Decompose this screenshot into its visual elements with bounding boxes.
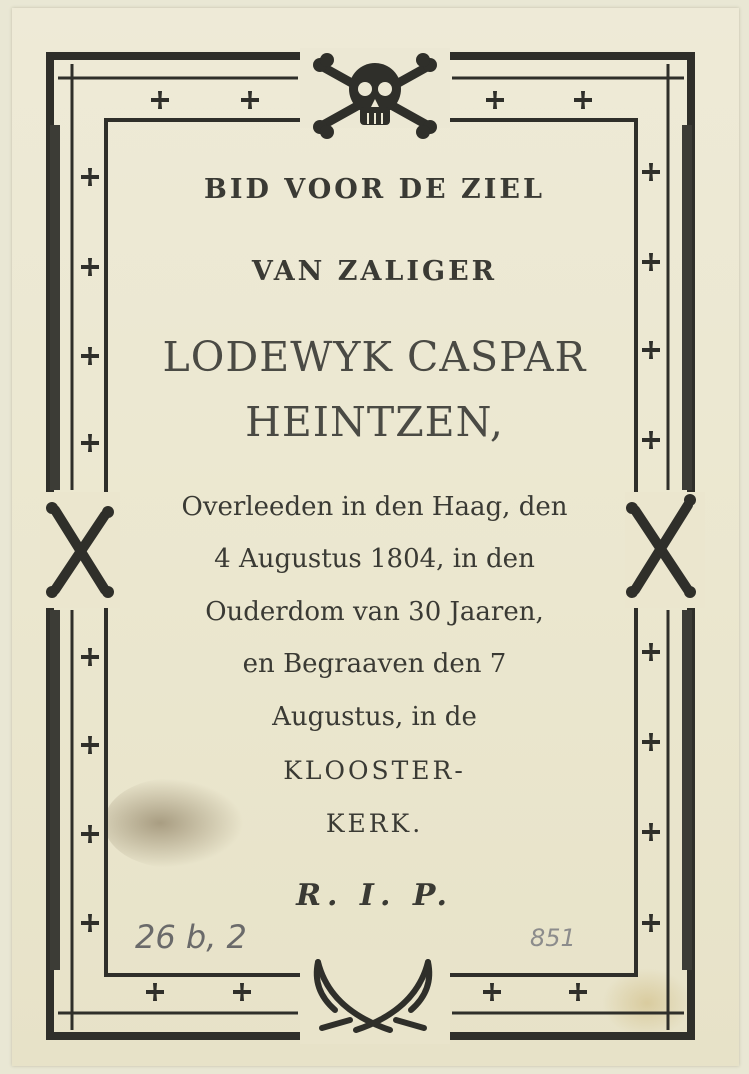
text-line-9: Augustus, in de	[272, 702, 477, 732]
deceased-name-line-1: LODEWYK CASPAR	[162, 333, 587, 381]
rip-text: R. I. P.	[296, 878, 453, 913]
deceased-name-line-2: HEINTZEN,	[245, 398, 504, 446]
text-line-8: en Begraaven den 7	[242, 649, 507, 679]
text-line-10: KLOOSTER-	[283, 756, 466, 785]
handwritten-note-right: 851	[530, 924, 576, 952]
text-line-6: 4 Augustus 1804, in den	[214, 544, 535, 574]
text-line-2: VAN ZALIGER	[251, 256, 498, 287]
text-line-5: Overleeden in den Haag, den	[181, 492, 568, 522]
text-line-7: Ouderdom van 30 Jaaren,	[205, 597, 544, 627]
text-line-11: KERK.	[325, 809, 424, 838]
text-line-1: BID VOOR DE ZIEL	[204, 174, 545, 205]
handwritten-note-left: 26 b, 2	[135, 918, 247, 956]
